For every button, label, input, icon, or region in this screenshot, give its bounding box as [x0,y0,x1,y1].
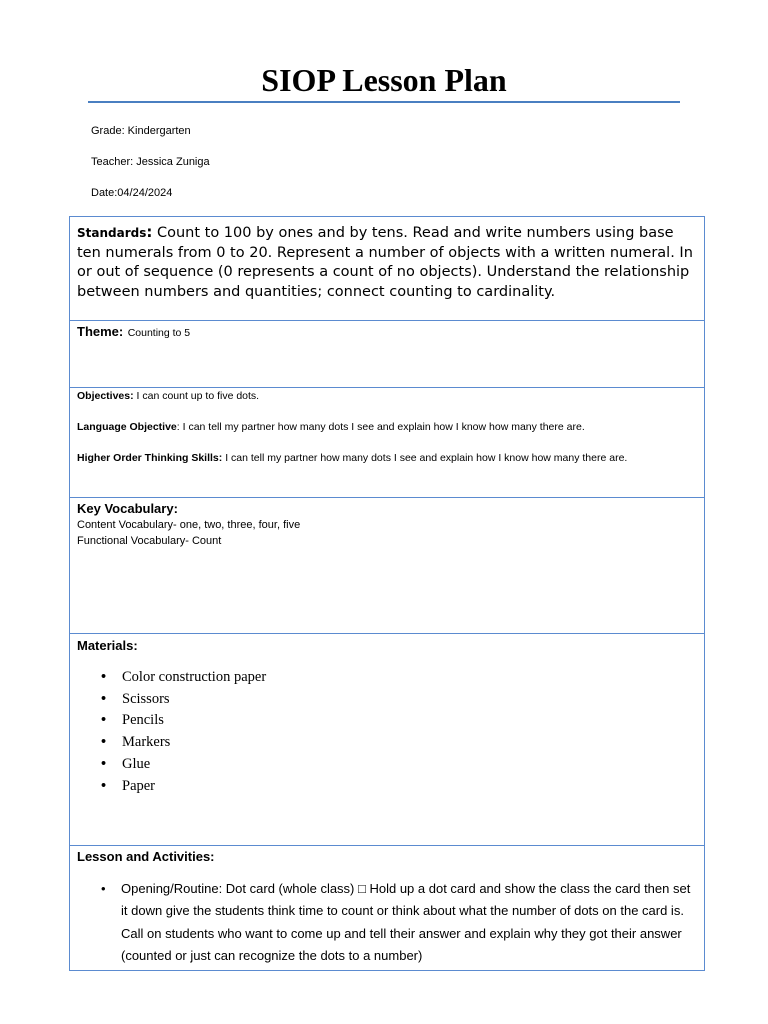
materials-section [70,634,704,846]
vocabulary-section [70,498,704,634]
grade-line: Grade: Kindergarten [91,125,191,137]
objective-text: I can count up to five dots. [133,390,260,402]
list-item: • Markers [101,732,697,754]
teacher-line: Teacher: Jessica Zuniga [91,156,210,168]
list-item: • Glue [101,754,697,776]
lesson-label: Lesson and Activities: [77,849,215,864]
language-objective-text: : I can tell my partner how many dots I see and explain how I know how many there are. [176,421,585,433]
materials-list [77,667,697,797]
functional-vocabulary: Functional Vocabulary- Count [77,535,222,547]
standards-text: Count to 100 by ones and by tens. Read and write numbers using base ten numerals from 0 to 20. Represent a number of objects with a written numeral. In or out of sequence (0 represents a count of no objects). Understand the relationship between numbers and quantities; connect counting to cardinality. [77,225,693,300]
date-line: Date:04/24/2024 [91,187,173,199]
theme-label: Theme: [77,324,124,339]
standards-section [70,217,704,321]
lesson-list [77,878,697,967]
content-vocabulary: Content Vocabulary- one, two, three, four, five [77,519,301,531]
hots-label: Higher Order Thinking Skills: [77,452,223,464]
lesson-plan-table [69,216,705,971]
page-title: SIOP Lesson Plan [261,62,507,98]
hots-text: I can tell my partner how many dots I see and explain how I know how many there are. [222,452,628,464]
list-item: • Pencils [101,710,697,732]
objective-label: Objectives: [77,390,134,402]
materials-label: Materials: [77,638,138,653]
theme-text: Counting to 5 [127,327,191,339]
list-item: • Paper [101,776,697,798]
standards-paragraph [77,223,697,302]
hots-line [77,452,697,465]
language-objective-line [77,421,697,434]
title-underline [88,101,680,103]
language-objective-label: Language Objective [77,421,177,433]
list-item: • Opening/Routine: Dot card (whole class) □ Hold up a dot card and show the class the card then set it down give the students think time to count or think about what the number of dots on the card is. Call on students who want to come up and tell their answer and explain why they got their answer (counted or just can recognize the dots to a number) [101,878,697,967]
lesson-section [70,846,704,970]
objectives-section [70,388,704,498]
vocabulary-label: Key Vocabulary: [77,501,178,516]
standards-label: Standards [77,226,147,240]
objective-line [77,390,697,403]
standards-colon: : [146,223,153,241]
list-item: • Scissors [101,689,697,711]
theme-section [70,321,704,388]
list-item: • Color construction paper [101,667,697,689]
